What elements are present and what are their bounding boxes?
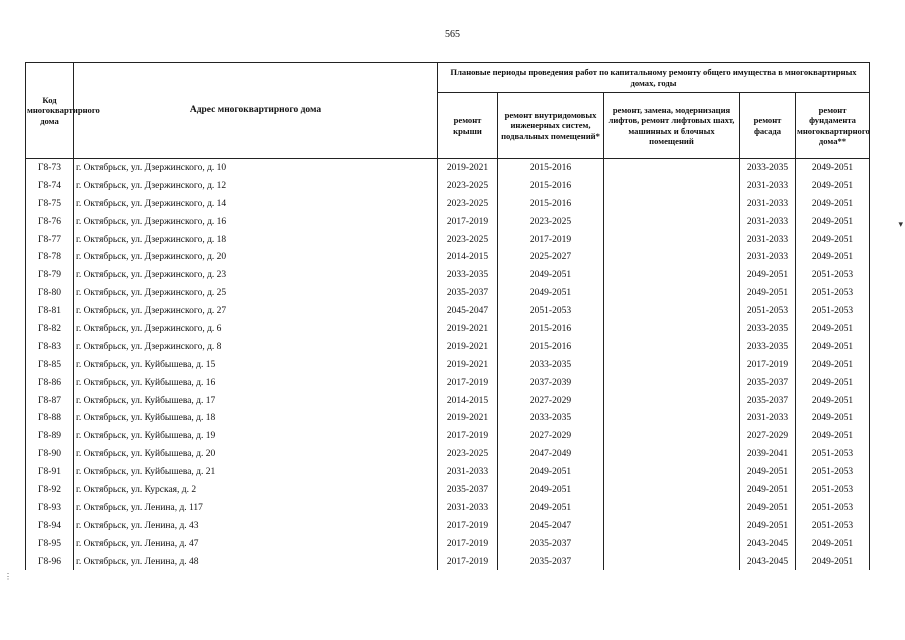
cell-roof: 2033-2035 [438, 266, 498, 284]
cell-lifts [604, 302, 740, 320]
cell-facade: 2039-2041 [740, 445, 796, 463]
cell-foundation: 2049-2051 [796, 231, 870, 249]
cell-roof: 2019-2021 [438, 338, 498, 356]
cell-foundation: 2051-2053 [796, 284, 870, 302]
cell-foundation: 2049-2051 [796, 320, 870, 338]
cell-foundation: 2051-2053 [796, 266, 870, 284]
cell-lifts [604, 392, 740, 410]
table-row [26, 284, 870, 302]
cell-systems: 2049-2051 [498, 481, 604, 499]
cell-address: г. Октябрьск, ул. Дзержинского, д. 12 [74, 177, 438, 195]
table-body [26, 159, 870, 571]
table-header [26, 63, 870, 159]
cell-roof: 2031-2033 [438, 463, 498, 481]
cell-address: г. Октябрьск, ул. Курская, д. 2 [74, 481, 438, 499]
cell-facade: 2051-2053 [740, 302, 796, 320]
cell-roof: 2017-2019 [438, 553, 498, 571]
cell-foundation: 2051-2053 [796, 481, 870, 499]
cell-foundation: 2049-2051 [796, 374, 870, 392]
cell-lifts [604, 481, 740, 499]
cell-lifts [604, 517, 740, 535]
cell-lifts [604, 409, 740, 427]
table-row [26, 213, 870, 231]
cell-systems: 2037-2039 [498, 374, 604, 392]
cell-facade: 2031-2033 [740, 231, 796, 249]
cell-lifts [604, 427, 740, 445]
table-row [26, 463, 870, 481]
cell-roof: 2017-2019 [438, 535, 498, 553]
margin-mark: ▾ [898, 219, 903, 229]
cell-roof: 2019-2021 [438, 159, 498, 177]
cell-code: Г8-83 [26, 338, 74, 356]
cell-lifts [604, 248, 740, 266]
cell-code: Г8-96 [26, 553, 74, 571]
cell-facade: 2035-2037 [740, 392, 796, 410]
cell-address: г. Октябрьск, ул. Ленина, д. 48 [74, 553, 438, 571]
cell-systems: 2035-2037 [498, 553, 604, 571]
cell-foundation: 2051-2053 [796, 445, 870, 463]
cell-roof: 2019-2021 [438, 356, 498, 374]
cell-roof: 2019-2021 [438, 409, 498, 427]
cell-systems: 2051-2053 [498, 302, 604, 320]
cell-address: г. Октябрьск, ул. Куйбышева, д. 15 [74, 356, 438, 374]
cell-facade: 2049-2051 [740, 517, 796, 535]
table-row [26, 159, 870, 177]
cell-code: Г8-79 [26, 266, 74, 284]
cell-code: Г8-94 [26, 517, 74, 535]
cell-lifts [604, 266, 740, 284]
cell-code: Г8-87 [26, 392, 74, 410]
cell-code: Г8-76 [26, 213, 74, 231]
cell-address: г. Октябрьск, ул. Куйбышева, д. 18 [74, 409, 438, 427]
table-row [26, 445, 870, 463]
cell-roof: 2031-2033 [438, 499, 498, 517]
table-row [26, 409, 870, 427]
cell-code: Г8-86 [26, 374, 74, 392]
header-address: Адрес многоквартирного дома [74, 63, 438, 159]
table-row [26, 392, 870, 410]
page-number: 565 [445, 29, 460, 40]
cell-address: г. Октябрьск, ул. Дзержинского, д. 20 [74, 248, 438, 266]
cell-facade: 2031-2033 [740, 409, 796, 427]
cell-code: Г8-89 [26, 427, 74, 445]
cell-systems: 2015-2016 [498, 320, 604, 338]
cell-lifts [604, 159, 740, 177]
cell-systems: 2049-2051 [498, 463, 604, 481]
table-row [26, 338, 870, 356]
table-row [26, 356, 870, 374]
cell-foundation: 2049-2051 [796, 409, 870, 427]
cell-address: г. Октябрьск, ул. Дзержинского, д. 6 [74, 320, 438, 338]
cell-address: г. Октябрьск, ул. Дзержинского, д. 18 [74, 231, 438, 249]
cell-lifts [604, 374, 740, 392]
cell-foundation: 2051-2053 [796, 302, 870, 320]
table-row [26, 302, 870, 320]
cell-facade: 2031-2033 [740, 177, 796, 195]
cell-systems: 2035-2037 [498, 535, 604, 553]
cell-code: Г8-92 [26, 481, 74, 499]
cell-lifts [604, 177, 740, 195]
cell-facade: 2049-2051 [740, 284, 796, 302]
cell-facade: 2027-2029 [740, 427, 796, 445]
cell-foundation: 2049-2051 [796, 338, 870, 356]
table-row [26, 535, 870, 553]
cell-systems: 2027-2029 [498, 427, 604, 445]
header-lifts: ремонт, замена, модернизация лифтов, ремонт лифтовых шахт, машинных и блочных помещений [604, 93, 740, 159]
cell-lifts [604, 231, 740, 249]
cell-address: г. Октябрьск, ул. Дзержинского, д. 10 [74, 159, 438, 177]
table-row [26, 248, 870, 266]
cell-address: г. Октябрьск, ул. Дзержинского, д. 25 [74, 284, 438, 302]
header-code: Код многоквартирного дома [26, 63, 74, 159]
cell-address: г. Октябрьск, ул. Дзержинского, д. 16 [74, 213, 438, 231]
table-row [26, 177, 870, 195]
cell-facade: 2033-2035 [740, 320, 796, 338]
cell-foundation: 2049-2051 [796, 213, 870, 231]
cell-systems: 2015-2016 [498, 159, 604, 177]
cell-code: Г8-95 [26, 535, 74, 553]
cell-facade: 2049-2051 [740, 463, 796, 481]
cell-foundation: 2049-2051 [796, 427, 870, 445]
table-row [26, 374, 870, 392]
cell-lifts [604, 445, 740, 463]
cell-systems: 2027-2029 [498, 392, 604, 410]
cell-code: Г8-91 [26, 463, 74, 481]
cell-roof: 2023-2025 [438, 177, 498, 195]
cell-lifts [604, 338, 740, 356]
cell-code: Г8-77 [26, 231, 74, 249]
cell-facade: 2033-2035 [740, 159, 796, 177]
table-row [26, 231, 870, 249]
cell-address: г. Октябрьск, ул. Куйбышева, д. 16 [74, 374, 438, 392]
table-row [26, 427, 870, 445]
cell-address: г. Октябрьск, ул. Ленина, д. 47 [74, 535, 438, 553]
capital-repair-table [25, 62, 870, 570]
cell-facade: 2017-2019 [740, 356, 796, 374]
cell-foundation: 2049-2051 [796, 195, 870, 213]
cell-foundation: 2049-2051 [796, 392, 870, 410]
cell-foundation: 2049-2051 [796, 248, 870, 266]
table-row [26, 553, 870, 571]
cell-address: г. Октябрьск, ул. Дзержинского, д. 8 [74, 338, 438, 356]
cell-foundation: 2049-2051 [796, 535, 870, 553]
cell-roof: 2035-2037 [438, 284, 498, 302]
cell-systems: 2049-2051 [498, 284, 604, 302]
header-roof: ремонт крыши [438, 93, 498, 159]
header-facade: ремонт фасада [740, 93, 796, 159]
cell-foundation: 2051-2053 [796, 463, 870, 481]
cell-roof: 2017-2019 [438, 427, 498, 445]
cell-lifts [604, 213, 740, 231]
header-periods-group: Плановые периоды проведения работ по капитальному ремонту общего имущества в многоквартирных домах, годы [438, 63, 870, 93]
cell-lifts [604, 535, 740, 553]
cell-code: Г8-88 [26, 409, 74, 427]
cell-roof: 2017-2019 [438, 213, 498, 231]
cell-code: Г8-90 [26, 445, 74, 463]
cell-systems: 2015-2016 [498, 195, 604, 213]
table-row [26, 195, 870, 213]
cell-lifts [604, 499, 740, 517]
cell-address: г. Октябрьск, ул. Дзержинского, д. 27 [74, 302, 438, 320]
cell-facade: 2043-2045 [740, 553, 796, 571]
cell-address: г. Октябрьск, ул. Куйбышева, д. 19 [74, 427, 438, 445]
cell-foundation: 2051-2053 [796, 499, 870, 517]
header-systems: ремонт внутридомовых инженерных систем, подвальных помещений* [498, 93, 604, 159]
table-row [26, 499, 870, 517]
cell-systems: 2033-2035 [498, 409, 604, 427]
cell-systems: 2049-2051 [498, 266, 604, 284]
cell-code: Г8-93 [26, 499, 74, 517]
cell-address: г. Октябрьск, ул. Куйбышева, д. 21 [74, 463, 438, 481]
cell-code: Г8-82 [26, 320, 74, 338]
cell-roof: 2014-2015 [438, 392, 498, 410]
cell-roof: 2017-2019 [438, 374, 498, 392]
cell-roof: 2023-2025 [438, 195, 498, 213]
cell-code: Г8-74 [26, 177, 74, 195]
table-row [26, 481, 870, 499]
cell-code: Г8-73 [26, 159, 74, 177]
cell-roof: 2019-2021 [438, 320, 498, 338]
cell-code: Г8-75 [26, 195, 74, 213]
cell-lifts [604, 463, 740, 481]
cell-facade: 2033-2035 [740, 338, 796, 356]
cell-foundation: 2051-2053 [796, 517, 870, 535]
cell-roof: 2045-2047 [438, 302, 498, 320]
cell-systems: 2049-2051 [498, 499, 604, 517]
cell-foundation: 2049-2051 [796, 159, 870, 177]
cell-lifts [604, 553, 740, 571]
scan-mark: ⋮ [4, 572, 12, 581]
cell-roof: 2014-2015 [438, 248, 498, 266]
cell-facade: 2049-2051 [740, 499, 796, 517]
cell-systems: 2015-2016 [498, 338, 604, 356]
cell-code: Г8-81 [26, 302, 74, 320]
cell-lifts [604, 284, 740, 302]
cell-foundation: 2049-2051 [796, 553, 870, 571]
cell-systems: 2045-2047 [498, 517, 604, 535]
cell-lifts [604, 195, 740, 213]
cell-facade: 2049-2051 [740, 481, 796, 499]
cell-facade: 2043-2045 [740, 535, 796, 553]
cell-code: Г8-78 [26, 248, 74, 266]
header-foundation: ремонт фундамента многоквартирного дома** [796, 93, 870, 159]
cell-roof: 2035-2037 [438, 481, 498, 499]
table-row [26, 517, 870, 535]
cell-foundation: 2049-2051 [796, 356, 870, 374]
cell-facade: 2031-2033 [740, 213, 796, 231]
table-row [26, 266, 870, 284]
cell-code: Г8-85 [26, 356, 74, 374]
cell-facade: 2031-2033 [740, 195, 796, 213]
cell-facade: 2035-2037 [740, 374, 796, 392]
cell-address: г. Октябрьск, ул. Куйбышева, д. 20 [74, 445, 438, 463]
cell-facade: 2049-2051 [740, 266, 796, 284]
cell-roof: 2023-2025 [438, 445, 498, 463]
cell-systems: 2025-2027 [498, 248, 604, 266]
cell-systems: 2017-2019 [498, 231, 604, 249]
cell-address: г. Октябрьск, ул. Ленина, д. 117 [74, 499, 438, 517]
cell-systems: 2023-2025 [498, 213, 604, 231]
cell-facade: 2031-2033 [740, 248, 796, 266]
cell-lifts [604, 320, 740, 338]
cell-address: г. Октябрьск, ул. Куйбышева, д. 17 [74, 392, 438, 410]
cell-code: Г8-80 [26, 284, 74, 302]
table-row [26, 320, 870, 338]
cell-address: г. Октябрьск, ул. Дзержинского, д. 14 [74, 195, 438, 213]
cell-systems: 2033-2035 [498, 356, 604, 374]
cell-systems: 2047-2049 [498, 445, 604, 463]
cell-systems: 2015-2016 [498, 177, 604, 195]
cell-address: г. Октябрьск, ул. Дзержинского, д. 23 [74, 266, 438, 284]
cell-roof: 2017-2019 [438, 517, 498, 535]
cell-address: г. Октябрьск, ул. Ленина, д. 43 [74, 517, 438, 535]
cell-roof: 2023-2025 [438, 231, 498, 249]
cell-lifts [604, 356, 740, 374]
cell-foundation: 2049-2051 [796, 177, 870, 195]
